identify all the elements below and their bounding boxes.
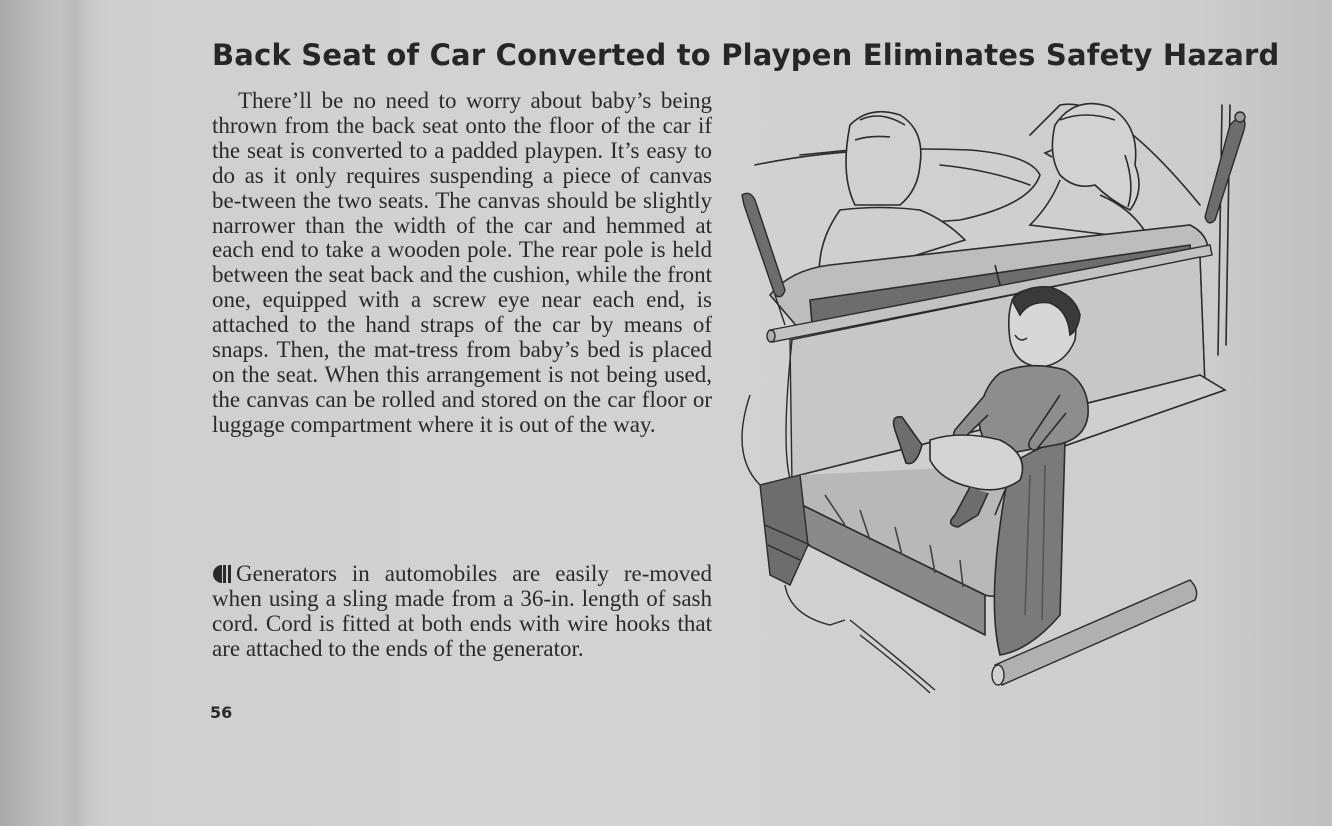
- hand-strap-right: [1205, 112, 1245, 223]
- hand-strap-left: [742, 193, 785, 325]
- passenger-figure: [1030, 104, 1150, 240]
- article-paragraph-2: [212, 562, 712, 662]
- page-number: 56: [210, 703, 233, 722]
- paragraph-bullet-icon: [212, 564, 234, 584]
- article-paragraph-1: There’ll be no need to worry about baby’s being thrown from the back seat onto the floor of the car if the seat is converted to a padded playpen. It’s easy to do as it only requires suspending a piece of canvas be-tween the two seats. The canvas should be slightly narrower than the width of the car and hemmed at each end to take a wooden pole. The rear pole is held between the seat back and the cushion, while the front one, equipped with a screw eye near each end, is attached to the hand straps of the car by means of snaps. Then, the mat-tress from baby’s bed is placed on the seat. When this arrangement is not being used, the canvas can be rolled and stored on the car floor or luggage compartment where it is out of the way.: [212, 88, 712, 437]
- article-paragraph-2-text: Generators in automobiles are easily re-moved when using a sling made from a 36-in. length of sash cord. Cord is fitted at both ends with wire hooks that are attached to the ends of the generator.: [212, 561, 712, 661]
- playpen-illustration: [730, 95, 1250, 695]
- article-headline: Back Seat of Car Converted to Playpen Eliminates Safety Hazard: [212, 38, 1280, 72]
- page-gutter-shadow: [60, 0, 90, 826]
